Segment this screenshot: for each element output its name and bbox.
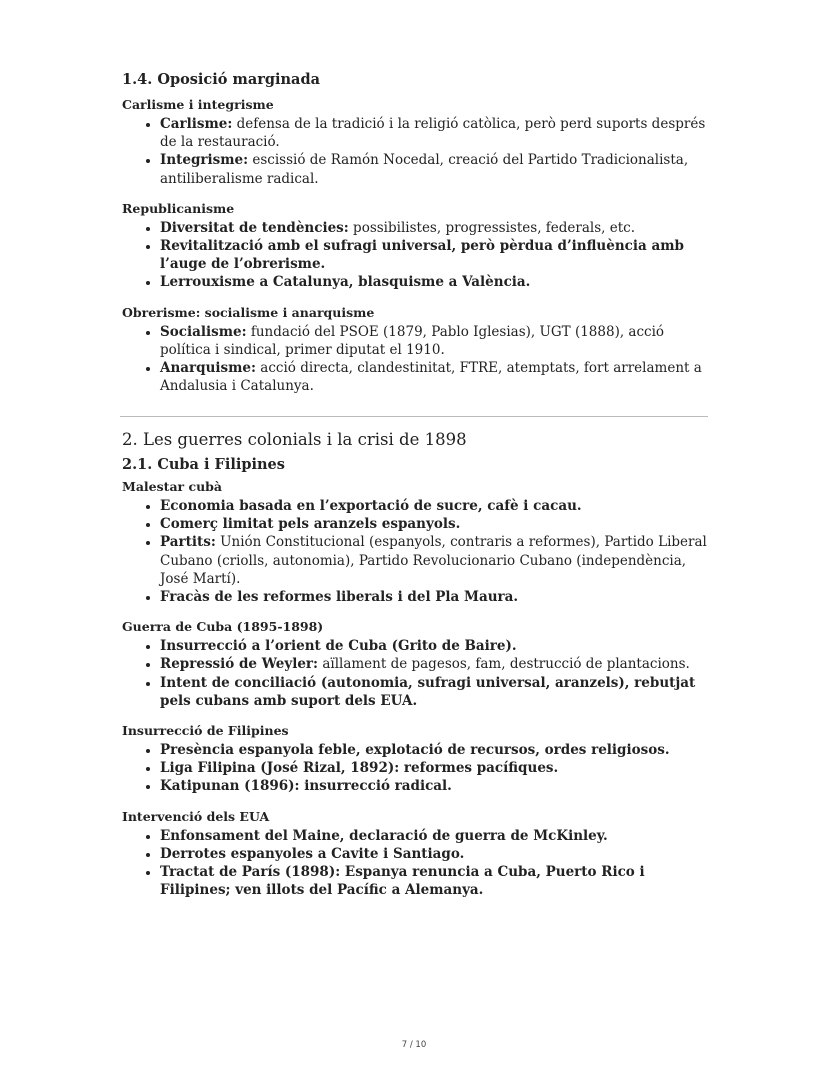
list-item — [160, 759, 710, 777]
item-bold: Presència espanyola feble, explotació de recursos, ordes religiosos. — [160, 742, 670, 759]
section-title: 1.4. Oposició marginada — [122, 71, 320, 88]
list-item — [160, 777, 710, 795]
item-bold: Fracàs de les reformes liberals i del Pla Maura. — [160, 589, 519, 606]
item-text: fundació del PSOE (1879, Pablo Iglesias), UGT (1888), acció política i sindical, primer diputat el 1910. — [160, 323, 665, 358]
list-item — [160, 515, 710, 533]
item-bold: Tractat de París (1898): Espanya renuncia a Cuba, Puerto Rico i Filipines; ven illots del Pacífic a Alemanya. — [160, 864, 645, 899]
group-obrerisme — [122, 304, 710, 396]
list-item — [160, 637, 710, 655]
group-heading: Intervenció dels EUA — [122, 808, 270, 824]
item-bold: Repressió de Weyler: — [160, 656, 319, 673]
item-bold: Liga Filipina (José Rizal, 1892): reformes pacífiques. — [160, 760, 559, 777]
item-text: escissió de Ramón Nocedal, creació del Partido Tradicionalista, antiliberalisme radical. — [160, 152, 689, 187]
item-bold: Katipunan (1896): insurrecció radical. — [160, 778, 452, 795]
bullet-list — [122, 827, 710, 900]
list-item — [160, 151, 710, 187]
group-carlisme — [122, 96, 710, 188]
list-item — [160, 273, 710, 291]
section-guerres-colonials — [122, 428, 710, 911]
bullet-list — [122, 637, 710, 710]
group-guerra-cuba — [122, 618, 710, 710]
group-heading: Republicanisme — [122, 200, 235, 216]
group-heading: Insurrecció de Filipines — [122, 723, 289, 739]
list-item — [160, 219, 710, 237]
item-text: defensa de la tradició i la religió catòlica, però perd suports després de la restauració. — [160, 116, 706, 151]
item-text: aïllament de pagesos, fam, destrucció de plantacions. — [318, 656, 690, 673]
item-text: Unión Constitucional (espanyols, contraris a reformes), Partido Liberal Cubano (criolls, autonomia), Partido Revolucionario Cubano (independència, José Martí). — [160, 534, 707, 587]
item-bold: Intent de conciliació (autonomia, sufragi universal, aranzels), rebutjat pels cubans amb suport dels EUA. — [160, 674, 696, 709]
item-bold: Diversitat de tendències: — [160, 219, 349, 236]
item-bold: Derrotes espanyoles a Cavite i Santiago. — [160, 845, 465, 862]
bullet-list — [122, 323, 710, 396]
list-item — [160, 827, 710, 845]
group-heading: Carlisme i integrisme — [122, 97, 274, 112]
list-item — [160, 497, 710, 515]
group-filipines — [122, 722, 710, 796]
item-bold: Integrisme: — [160, 152, 249, 169]
item-bold: Lerrouxisme a Catalunya, blasquisme a València. — [160, 274, 531, 291]
bullet-list — [122, 219, 710, 292]
item-bold: Socialisme: — [160, 323, 247, 340]
chapter-title: 2. Les guerres colonials i la crisi de 1898 — [122, 430, 467, 449]
group-malestar-cuba — [122, 478, 710, 606]
item-bold: Carlisme: — [160, 116, 233, 132]
item-text: possibilistes, progressistes, federals, etc. — [348, 219, 635, 236]
list-item — [160, 323, 710, 359]
section-divider — [120, 416, 708, 417]
list-item — [160, 237, 710, 273]
item-bold: Enfonsament del Maine, declaració de guerra de McKinley. — [160, 827, 608, 844]
item-bold: Economia basada en l’exportació de sucre, cafè i cacau. — [160, 498, 582, 514]
list-item — [160, 115, 710, 151]
item-bold: Comerç limitat pels aranzels espanyols. — [160, 516, 461, 533]
bullet-list — [122, 497, 710, 606]
group-intervencio-eua — [122, 808, 710, 900]
list-item — [160, 674, 710, 710]
section-oposicio-marginada — [122, 70, 710, 407]
group-heading: Guerra de Cuba (1895-1898) — [122, 619, 324, 635]
list-item — [160, 359, 710, 395]
item-bold: Partits: — [160, 534, 216, 551]
item-bold: Anarquisme: — [160, 360, 256, 377]
item-text: acció directa, clandestinitat, FTRE, atemptats, fort arrelament a Andalusia i Catalunya. — [160, 360, 702, 395]
group-heading: Obrerisme: socialisme i anarquisme — [122, 304, 375, 320]
bullet-list — [122, 741, 710, 796]
item-bold: Revitalització amb el sufragi universal, però pèrdua d’influència amb l’auge de l’obrerisme. — [160, 238, 684, 273]
bullet-list — [122, 115, 710, 188]
list-item — [160, 588, 710, 606]
list-item — [160, 863, 710, 899]
group-republicanisme — [122, 200, 710, 292]
group-heading: Malestar cubà — [122, 479, 223, 494]
section-title: 2.1. Cuba i Filipines — [122, 456, 285, 473]
list-item — [160, 533, 710, 588]
page-number: 7 / 10 — [401, 1040, 427, 1050]
list-item — [160, 655, 710, 673]
list-item — [160, 741, 710, 759]
list-item — [160, 845, 710, 863]
item-bold: Insurrecció a l’orient de Cuba (Grito de Baire). — [160, 638, 517, 655]
